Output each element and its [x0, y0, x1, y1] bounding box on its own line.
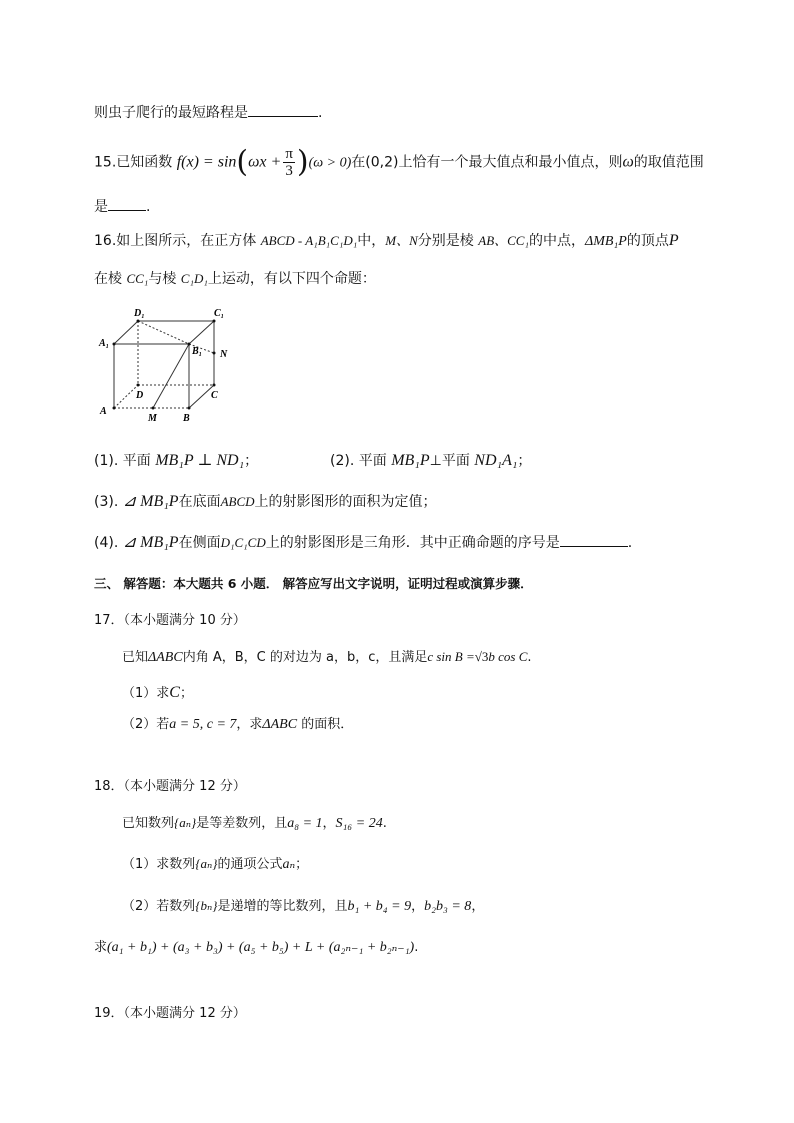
label-a: A — [100, 406, 107, 417]
cube-figure — [94, 302, 254, 427]
label-c: C — [211, 390, 218, 401]
problem-14-text: 则虫子爬行的最短路程是 — [94, 105, 248, 121]
label-d: D — [136, 390, 144, 401]
answer-blank — [108, 196, 146, 211]
q19-heading: 19．（本小题满分 12 分） — [94, 1006, 246, 1021]
q18-part-2: （2）若数列{bₙ}是递增的等比数列，且b₁ + b₄ = 9，b₂b₃ = 8， — [122, 898, 485, 914]
label-b: B — [183, 413, 190, 424]
q18-heading: 18．（本小题满分 12 分） — [94, 779, 246, 794]
answer-blank — [248, 102, 318, 117]
q17-intro: 已知ΔABC内角 A，B，C 的对边为 a，b，c，且满足c sin B =√3b cos C. — [122, 649, 532, 665]
problem-16: 16.如上图所示，在正方体 ABCD - A₁B₁C₁D₁中，M、N分别是棱 AB、CC₁的中点，ΔMB₁P的顶点P — [94, 232, 679, 249]
edge-a1d1 — [114, 321, 138, 344]
problem-14-tail: 则虫子爬行的最短路程是 . — [94, 102, 322, 124]
label-m: M — [148, 413, 157, 424]
label-b1: B₁ — [192, 346, 203, 357]
statement-1: (1). 平面 MB₁P ⊥ ND₁； — [94, 452, 259, 469]
problem-15: 15.已知函数 f(x) = sin(ωx + $\frac{\pi}{3}$ )(ω > 0)在(0,2)上恰有一个最大值点和最小值点，则ω的取值范围 — [94, 144, 704, 180]
q18-intro: 已知数列{aₙ}是等差数列，且a₈ = 1，S₁₆ = 24. — [122, 815, 387, 831]
q17-part-2: （2）若a = 5, c = 7，求ΔABC 的面积． — [122, 717, 354, 732]
section-3-heading: 三、 解答题：本大题共 6 小题． 解答应写出文字说明，证明过程或演算步骤． — [94, 576, 533, 591]
edge-b1c1 — [189, 321, 214, 344]
q17-part-1: （1）求C； — [122, 684, 193, 701]
segment-b1m — [153, 344, 189, 408]
label-a1: A₁ — [99, 338, 110, 349]
statement-3: (3). ⊿ MB₁P在底面ABCD上的射影图形的面积为定值； — [94, 493, 437, 510]
answer-blank — [560, 532, 628, 547]
pi-over-3: $\frac{\pi}{3}$ — [285, 146, 293, 179]
edge-ad — [114, 385, 138, 408]
q18-sum: 求(a₁ + b₁) + (a₃ + b₃) + (a₅ + b₅) + L + (a₂ₙ₋₁ + b₂ₙ₋₁). — [94, 940, 419, 955]
q17-heading: 17．（本小题满分 10 分） — [94, 613, 246, 628]
statement-4: (4). ⊿ MB₁P在侧面D₁C₁CD上的射影图形是三角形．其中正确命题的序号是 . — [94, 534, 633, 551]
q18-part-1: （1）求数列{aₙ}的通项公式aₙ； — [122, 856, 309, 872]
problem-16-line2: 在棱 CC₁与棱 C₁D₁上运动，有以下四个命题： — [94, 271, 376, 287]
statement-2: (2). 平面 MB₁P⊥平面 ND₁A₁； — [330, 452, 532, 469]
label-c1: C₁ — [214, 308, 225, 319]
segment-d1b1 — [138, 321, 189, 344]
problem-15-line2: 是 . — [94, 196, 150, 218]
label-n: N — [220, 349, 228, 360]
label-d1: D₁ — [134, 308, 145, 319]
function-def: f(x) = sin — [176, 153, 237, 171]
